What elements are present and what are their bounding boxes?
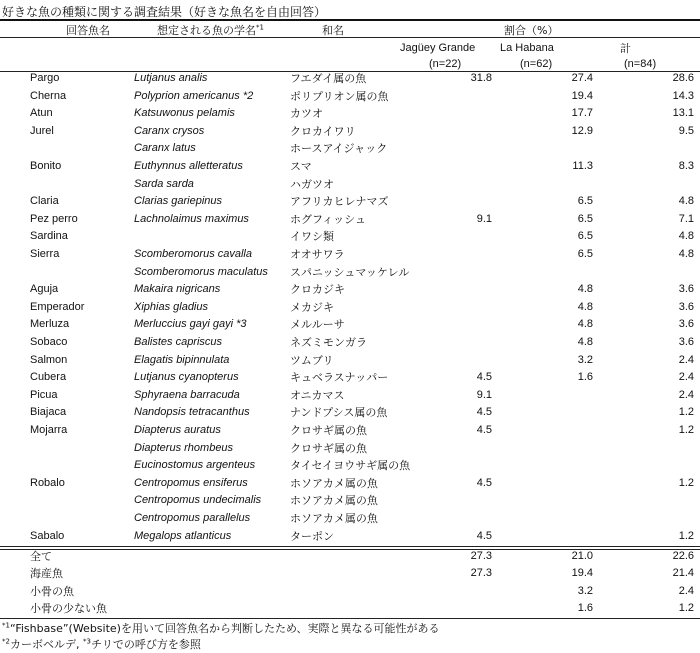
row-value-jaguey: 4.5 bbox=[476, 406, 492, 419]
row-scientific-name: Megalops atlanticus bbox=[134, 529, 232, 542]
row-value-total: 8.3 bbox=[678, 160, 694, 172]
row-scientific-name: Lachnolaimus maximus bbox=[134, 212, 249, 225]
row-value-total: 1.2 bbox=[678, 476, 694, 489]
row-answer: Claria bbox=[30, 195, 59, 208]
row-scientific-name: Euthynnus alletteratus bbox=[134, 160, 243, 172]
row-answer: Merluza bbox=[30, 318, 70, 331]
row-scientific-name: Lutjanus analis bbox=[134, 72, 208, 84]
summary-value-total: 1.2 bbox=[678, 601, 694, 614]
row-value-total: 14.3 bbox=[672, 89, 694, 102]
row-japanese-name: キュベラスナッパー bbox=[290, 371, 389, 385]
row-answer: Jurel bbox=[30, 124, 54, 137]
row-value-habana: 6.5 bbox=[577, 248, 593, 260]
row-japanese-name: ツムブリ bbox=[290, 353, 334, 367]
footnote-1: $^{*1}$“Fishbase”(Website)を用いて回答魚名から判断したため、実際と異なる可能性がある bbox=[2, 621, 440, 635]
row-answer: Robalo bbox=[30, 476, 65, 489]
row-value-habana: 6.5 bbox=[577, 195, 593, 208]
row-value-total: 13.1 bbox=[672, 107, 694, 120]
header-ratio: 割合（%） bbox=[504, 24, 559, 37]
summary-value-habana: 3.2 bbox=[577, 584, 593, 597]
row-japanese-name: クロカイワリ bbox=[290, 124, 356, 138]
row-japanese-name: タイセイヨウサギ属の魚 bbox=[290, 459, 411, 473]
row-answer: Aguja bbox=[30, 283, 59, 296]
header-rule bbox=[0, 37, 700, 38]
row-value-jaguey: 4.5 bbox=[476, 424, 492, 436]
row-value-total: 4.8 bbox=[678, 195, 694, 208]
row-japanese-name: ナンドプシス属の魚 bbox=[290, 406, 388, 420]
header-col2-n: (n=62) bbox=[520, 58, 553, 70]
row-value-habana: 19.4 bbox=[571, 89, 593, 102]
row-value-total: 3.6 bbox=[678, 336, 694, 348]
row-japanese-name: オオサワラ bbox=[290, 248, 345, 261]
row-value-total: 7.1 bbox=[678, 212, 694, 225]
row-scientific-name: Eucinostomus argenteus bbox=[134, 459, 256, 472]
row-japanese-name: クロサギ属の魚 bbox=[290, 441, 367, 455]
row-answer: Pez perro bbox=[30, 212, 78, 225]
row-japanese-name: ホースアイジャック bbox=[290, 142, 388, 156]
row-answer: Salmon bbox=[30, 353, 68, 366]
row-japanese-name: スマ bbox=[290, 160, 312, 173]
row-answer: Cubera bbox=[30, 371, 67, 384]
header-col1-n: (n=22) bbox=[429, 58, 462, 70]
summary-label: 小骨の少ない魚 bbox=[30, 601, 107, 615]
row-value-habana: 4.8 bbox=[577, 318, 593, 331]
row-answer: Atun bbox=[30, 107, 53, 120]
row-value-jaguey: 4.5 bbox=[476, 371, 492, 384]
summary-value-total: 22.6 bbox=[672, 550, 694, 562]
row-scientific-name: Balistes capriscus bbox=[134, 336, 223, 348]
row-answer: Sobaco bbox=[30, 336, 68, 348]
row-value-habana: 11.3 bbox=[572, 160, 593, 172]
summary-value-total: 21.4 bbox=[672, 567, 694, 580]
row-scientific-name: Scomberomorus cavalla bbox=[134, 248, 252, 260]
row-answer: Biajaca bbox=[30, 406, 67, 419]
row-value-jaguey: 9.1 bbox=[476, 212, 492, 225]
row-japanese-name: メルルーサ bbox=[290, 318, 345, 332]
row-japanese-name: メカジキ bbox=[290, 300, 334, 314]
row-value-habana: 4.8 bbox=[577, 336, 593, 348]
row-value-habana: 12.9 bbox=[571, 124, 593, 137]
row-japanese-name: イワシ類 bbox=[290, 230, 334, 244]
row-value-total: 3.6 bbox=[678, 283, 694, 296]
row-answer: Emperador bbox=[30, 300, 85, 313]
row-value-total: 2.4 bbox=[678, 371, 694, 384]
summary-label: 海産魚 bbox=[30, 567, 63, 581]
row-value-jaguey: 4.5 bbox=[476, 529, 492, 542]
row-value-total: 4.8 bbox=[678, 230, 694, 243]
row-answer: Pargo bbox=[30, 72, 60, 84]
row-value-habana: 1.6 bbox=[577, 371, 593, 384]
row-answer: Bonito bbox=[30, 160, 62, 172]
row-value-total: 3.6 bbox=[678, 318, 694, 331]
row-japanese-name: ホグフィッシュ bbox=[290, 212, 366, 226]
row-scientific-name: Elagatis bipinnulata bbox=[134, 353, 230, 366]
row-japanese-name: ターポン bbox=[290, 529, 334, 543]
row-scientific-name: Lutjanus cyanopterus bbox=[134, 371, 239, 384]
row-scientific-name: Caranx crysos bbox=[134, 124, 205, 137]
header-answer: 回答魚名 bbox=[66, 24, 110, 37]
row-japanese-name: ネズミモンガラ bbox=[290, 336, 367, 349]
row-value-jaguey: 4.5 bbox=[476, 476, 492, 489]
row-answer: Picua bbox=[30, 388, 58, 401]
row-value-habana: 17.7 bbox=[571, 107, 593, 120]
row-scientific-name: Polyprion americanus *2 bbox=[134, 89, 254, 102]
row-japanese-name: クロサギ属の魚 bbox=[290, 424, 367, 437]
summary-label: 全て bbox=[30, 550, 52, 563]
row-japanese-name: ハガツオ bbox=[290, 177, 334, 191]
row-scientific-name: Makaira nigricans bbox=[134, 283, 221, 296]
row-value-total: 28.6 bbox=[672, 72, 694, 84]
row-scientific-name: Katsuwonus pelamis bbox=[134, 107, 235, 120]
row-japanese-name: ポリプリオン属の魚 bbox=[290, 89, 389, 103]
summary-value-habana: 21.0 bbox=[571, 550, 593, 562]
row-japanese-name: ホソアカメ属の魚 bbox=[290, 494, 378, 508]
summary-value-habana: 1.6 bbox=[577, 601, 593, 614]
top-rule bbox=[0, 19, 700, 21]
row-scientific-name: Diapterus rhombeus bbox=[134, 441, 234, 454]
header-col1: Jagüey Grande bbox=[400, 42, 476, 54]
row-japanese-name: フエダイ属の魚 bbox=[290, 72, 367, 85]
header-col2: La Habana bbox=[500, 42, 554, 54]
row-value-habana: 4.8 bbox=[577, 300, 593, 313]
row-scientific-name: Xiphias gladius bbox=[134, 300, 208, 313]
row-value-total: 2.4 bbox=[678, 353, 694, 366]
row-scientific-name: Centropomus undecimalis bbox=[134, 494, 262, 507]
row-scientific-name: Centropomus ensiferus bbox=[134, 476, 248, 489]
row-scientific-name: Diapterus auratus bbox=[134, 424, 221, 436]
row-value-total: 1.2 bbox=[678, 424, 694, 436]
row-scientific-name: Centropomus parallelus bbox=[134, 512, 251, 524]
summary-value-habana: 19.4 bbox=[571, 567, 593, 580]
row-answer: Sabalo bbox=[30, 529, 65, 542]
summary-value-total: 2.4 bbox=[678, 584, 694, 597]
row-answer: Sierra bbox=[30, 248, 60, 260]
row-value-habana: 3.2 bbox=[577, 353, 593, 366]
row-value-habana: 6.5 bbox=[577, 230, 593, 243]
row-answer: Sardina bbox=[30, 230, 68, 243]
summary-rule bbox=[0, 546, 700, 550]
row-scientific-name: Sarda sarda bbox=[134, 177, 194, 190]
row-value-total: 3.6 bbox=[678, 300, 694, 313]
summary-value-jaguey: 27.3 bbox=[470, 567, 492, 580]
row-value-habana: 4.8 bbox=[577, 283, 593, 296]
header-japanese: 和名 bbox=[322, 24, 344, 37]
row-answer: Cherna bbox=[30, 89, 67, 102]
row-value-total: 1.2 bbox=[678, 529, 694, 542]
row-value-jaguey: 9.1 bbox=[476, 388, 492, 401]
row-japanese-name: ホソアカメ属の魚 bbox=[290, 476, 378, 490]
summary-value-jaguey: 27.3 bbox=[470, 550, 492, 562]
row-scientific-name: Caranx latus bbox=[134, 142, 196, 155]
header-col3: 計 bbox=[620, 42, 631, 55]
bottom-rule bbox=[0, 618, 700, 619]
row-value-total: 1.2 bbox=[678, 406, 694, 419]
row-value-total: 2.4 bbox=[678, 388, 694, 401]
row-value-total: 9.5 bbox=[678, 124, 694, 137]
footnote-2: $^{*2}$カーボベルデ, $^{*3}$チリでの呼び方を参照 bbox=[2, 637, 201, 651]
row-answer: Mojarra bbox=[30, 424, 68, 436]
row-value-habana: 27.4 bbox=[571, 72, 593, 84]
row-value-habana: 6.5 bbox=[577, 212, 593, 225]
row-value-jaguey: 31.8 bbox=[470, 72, 492, 84]
row-scientific-name: Sphyraena barracuda bbox=[134, 388, 240, 401]
row-japanese-name: ホソアカメ属の魚 bbox=[290, 512, 378, 525]
row-scientific-name: Merluccius gayi gayi *3 bbox=[134, 318, 247, 331]
header-scientific: 想定される魚の学名$^{*1}$ bbox=[157, 23, 264, 37]
row-scientific-name: Nandopsis tetracanthus bbox=[134, 406, 250, 419]
row-japanese-name: オニカマス bbox=[290, 388, 345, 402]
row-japanese-name: カツオ bbox=[290, 107, 323, 121]
row-japanese-name: アフリカヒレナマズ bbox=[290, 195, 389, 209]
row-japanese-name: スパニッシュマッケレル bbox=[290, 265, 410, 279]
row-scientific-name: Scomberomorus maculatus bbox=[134, 265, 268, 278]
row-japanese-name: クロカジキ bbox=[290, 283, 345, 297]
header-col3-n: (n=84) bbox=[624, 58, 657, 70]
table-title: 好きな魚の種類に関する調査結果（好きな魚名を自由回答） bbox=[2, 5, 327, 19]
row-scientific-name: Clarias gariepinus bbox=[134, 195, 223, 208]
summary-label: 小骨の魚 bbox=[30, 584, 74, 598]
row-value-total: 4.8 bbox=[678, 248, 694, 260]
